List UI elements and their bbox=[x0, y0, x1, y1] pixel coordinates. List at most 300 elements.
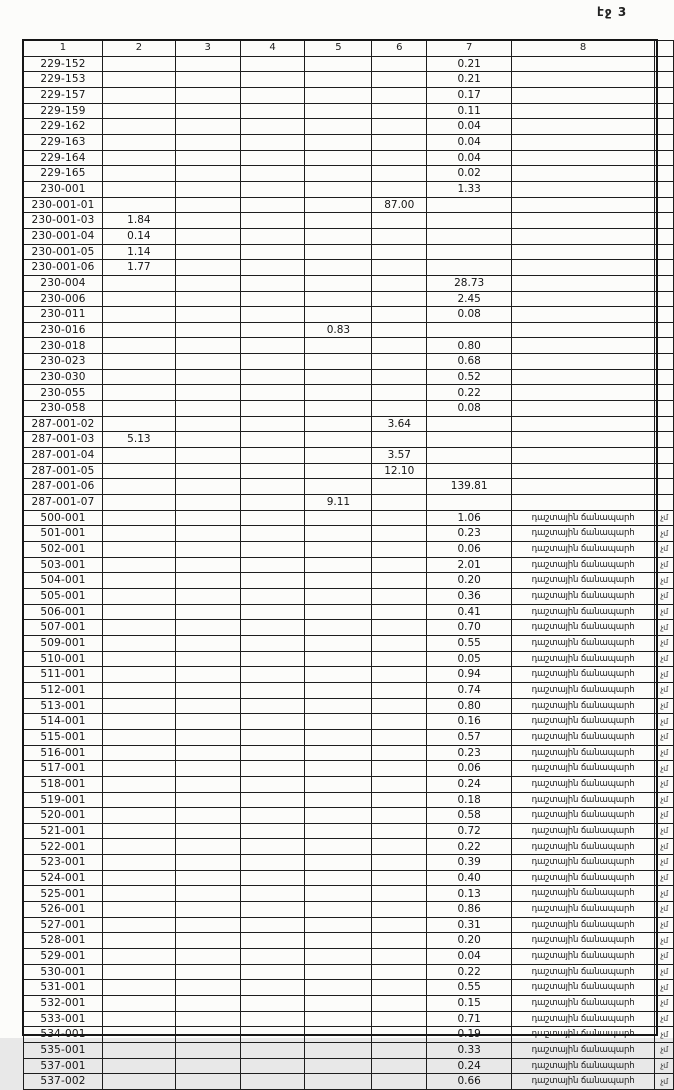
cell-col8 bbox=[512, 448, 655, 464]
cell-col6 bbox=[372, 1011, 427, 1027]
cell-col8 bbox=[512, 338, 655, 354]
edge-text-fragment bbox=[654, 385, 673, 401]
edge-text-fragment: չմ bbox=[654, 886, 673, 902]
table-row bbox=[24, 479, 674, 495]
cell-col7 bbox=[427, 495, 512, 511]
edge-text-fragment bbox=[654, 354, 673, 370]
cell-col3 bbox=[175, 823, 240, 839]
cell-col2 bbox=[102, 980, 175, 996]
cell-col3 bbox=[175, 1027, 240, 1043]
cell-col5 bbox=[305, 1058, 372, 1074]
edge-text-fragment bbox=[654, 119, 673, 135]
table-row bbox=[24, 949, 674, 965]
table-row bbox=[24, 197, 674, 213]
row-code: 516-001 bbox=[24, 745, 103, 761]
row-code: 503-001 bbox=[24, 557, 103, 573]
edge-text-fragment bbox=[654, 416, 673, 432]
cell-col5: 0.83 bbox=[305, 322, 372, 338]
cell-col4 bbox=[240, 886, 305, 902]
cell-col3 bbox=[175, 635, 240, 651]
header-row bbox=[24, 41, 674, 57]
edge-text-fragment bbox=[654, 401, 673, 417]
table-row bbox=[24, 933, 674, 949]
cell-col6 bbox=[372, 823, 427, 839]
cell-col2 bbox=[102, 729, 175, 745]
cell-col6 bbox=[372, 119, 427, 135]
cell-col5: 9.11 bbox=[305, 495, 372, 511]
cell-col5 bbox=[305, 228, 372, 244]
row-code: 514-001 bbox=[24, 714, 103, 730]
cell-col6 bbox=[372, 432, 427, 448]
cell-col4 bbox=[240, 354, 305, 370]
row-code: 501-001 bbox=[24, 526, 103, 542]
table-row bbox=[24, 1027, 674, 1043]
table-row bbox=[24, 745, 674, 761]
cell-col5 bbox=[305, 620, 372, 636]
table-row bbox=[24, 573, 674, 589]
edge-text-fragment: չմ bbox=[654, 1058, 673, 1074]
cell-col6 bbox=[372, 604, 427, 620]
cell-col4 bbox=[240, 714, 305, 730]
cell-col3 bbox=[175, 745, 240, 761]
cell-col8 bbox=[512, 56, 655, 72]
cell-col2 bbox=[102, 322, 175, 338]
cell-col5 bbox=[305, 56, 372, 72]
row-code: 526-001 bbox=[24, 902, 103, 918]
cell-col3 bbox=[175, 714, 240, 730]
cell-col4 bbox=[240, 307, 305, 323]
cell-col5 bbox=[305, 385, 372, 401]
table-row bbox=[24, 338, 674, 354]
edge-text-fragment: չմ bbox=[654, 996, 673, 1012]
edge-text-fragment: չմ bbox=[654, 933, 673, 949]
cell-col2 bbox=[102, 181, 175, 197]
cell-col3 bbox=[175, 557, 240, 573]
row-code: 229-157 bbox=[24, 87, 103, 103]
cell-col2 bbox=[102, 964, 175, 980]
cell-col4 bbox=[240, 463, 305, 479]
table-row bbox=[24, 698, 674, 714]
table-row bbox=[24, 980, 674, 996]
cell-col3 bbox=[175, 620, 240, 636]
edge-text-fragment: չմ bbox=[654, 573, 673, 589]
cell-col5 bbox=[305, 166, 372, 182]
table-row bbox=[24, 166, 674, 182]
table-row bbox=[24, 682, 674, 698]
cell-col5 bbox=[305, 150, 372, 166]
edge-text-fragment: չմ bbox=[654, 651, 673, 667]
cell-col8: դաշտային ճանապարհ bbox=[512, 526, 655, 542]
edge-text-fragment bbox=[654, 338, 673, 354]
cell-col2: 0.14 bbox=[102, 228, 175, 244]
table-row bbox=[24, 604, 674, 620]
cell-col8 bbox=[512, 72, 655, 88]
row-code: 523-001 bbox=[24, 855, 103, 871]
edge-text-fragment bbox=[654, 103, 673, 119]
cell-col4 bbox=[240, 667, 305, 683]
cell-col8 bbox=[512, 275, 655, 291]
cell-col3 bbox=[175, 980, 240, 996]
cell-col8: դաշտային ճանապարհ bbox=[512, 823, 655, 839]
cell-col4 bbox=[240, 933, 305, 949]
cell-col7: 0.58 bbox=[427, 808, 512, 824]
cell-col4 bbox=[240, 761, 305, 777]
cell-col5 bbox=[305, 463, 372, 479]
cell-col2 bbox=[102, 745, 175, 761]
cell-col4 bbox=[240, 1058, 305, 1074]
cell-col4 bbox=[240, 448, 305, 464]
cell-col4 bbox=[240, 213, 305, 229]
edge-text-fragment bbox=[654, 228, 673, 244]
cell-col7: 0.74 bbox=[427, 682, 512, 698]
cell-col7: 0.02 bbox=[427, 166, 512, 182]
cell-col7: 0.13 bbox=[427, 886, 512, 902]
cell-col4 bbox=[240, 682, 305, 698]
cell-col4 bbox=[240, 526, 305, 542]
row-code: 229-153 bbox=[24, 72, 103, 88]
cell-col7 bbox=[427, 213, 512, 229]
cell-col4 bbox=[240, 855, 305, 871]
cell-col7: 0.55 bbox=[427, 980, 512, 996]
cell-col7 bbox=[427, 448, 512, 464]
cell-col2 bbox=[102, 588, 175, 604]
cell-col6 bbox=[372, 1043, 427, 1059]
cell-col3 bbox=[175, 917, 240, 933]
cell-col3 bbox=[175, 996, 240, 1012]
cell-col6 bbox=[372, 228, 427, 244]
table-row bbox=[24, 448, 674, 464]
table-row bbox=[24, 354, 674, 370]
cell-col6 bbox=[372, 542, 427, 558]
cell-col7: 0.22 bbox=[427, 839, 512, 855]
cell-col8: դաշտային ճանապարհ bbox=[512, 917, 655, 933]
cell-col7: 2.45 bbox=[427, 291, 512, 307]
cell-col3 bbox=[175, 307, 240, 323]
cell-col8 bbox=[512, 260, 655, 276]
table-row bbox=[24, 1011, 674, 1027]
edge-text-fragment: չմ bbox=[654, 1043, 673, 1059]
row-code: 229-159 bbox=[24, 103, 103, 119]
edge-text-fragment bbox=[654, 87, 673, 103]
cell-col5 bbox=[305, 714, 372, 730]
edge-text-fragment: չմ bbox=[654, 635, 673, 651]
table-row bbox=[24, 996, 674, 1012]
cell-col4 bbox=[240, 1043, 305, 1059]
cell-col4 bbox=[240, 260, 305, 276]
cell-col8: դաշտային ճանապարհ bbox=[512, 855, 655, 871]
table-row bbox=[24, 870, 674, 886]
cell-col2 bbox=[102, 338, 175, 354]
cell-col6 bbox=[372, 839, 427, 855]
cell-col6 bbox=[372, 870, 427, 886]
cell-col4 bbox=[240, 510, 305, 526]
cell-col2 bbox=[102, 714, 175, 730]
cell-col5 bbox=[305, 307, 372, 323]
column-header-2: 2 bbox=[102, 41, 175, 57]
cell-col4 bbox=[240, 542, 305, 558]
cell-col7: 0.36 bbox=[427, 588, 512, 604]
cell-col4 bbox=[240, 1074, 305, 1090]
cell-col8: դաշտային ճանապարհ bbox=[512, 1074, 655, 1090]
cell-col6 bbox=[372, 479, 427, 495]
cell-col5 bbox=[305, 213, 372, 229]
table-row bbox=[24, 150, 674, 166]
cell-col5 bbox=[305, 1074, 372, 1090]
cell-col6 bbox=[372, 150, 427, 166]
table-row bbox=[24, 56, 674, 72]
cell-col5 bbox=[305, 542, 372, 558]
edge-text-fragment: չմ bbox=[654, 980, 673, 996]
cell-col2 bbox=[102, 651, 175, 667]
cell-col8: դաշտային ճանապարհ bbox=[512, 745, 655, 761]
cell-col4 bbox=[240, 996, 305, 1012]
cell-col6 bbox=[372, 495, 427, 511]
cell-col8: դաշտային ճանապարհ bbox=[512, 651, 655, 667]
table-row bbox=[24, 401, 674, 417]
cell-col6 bbox=[372, 635, 427, 651]
row-code: 230-030 bbox=[24, 369, 103, 385]
cell-col7: 0.06 bbox=[427, 542, 512, 558]
cell-col2 bbox=[102, 682, 175, 698]
cell-col6 bbox=[372, 917, 427, 933]
cell-col5 bbox=[305, 964, 372, 980]
cell-col8 bbox=[512, 291, 655, 307]
row-code: 520-001 bbox=[24, 808, 103, 824]
cell-col4 bbox=[240, 839, 305, 855]
cell-col3 bbox=[175, 588, 240, 604]
cell-col5 bbox=[305, 416, 372, 432]
cell-col3 bbox=[175, 401, 240, 417]
cell-col4 bbox=[240, 964, 305, 980]
cell-col2 bbox=[102, 808, 175, 824]
table-row bbox=[24, 839, 674, 855]
cell-col5 bbox=[305, 354, 372, 370]
cell-col5 bbox=[305, 917, 372, 933]
row-code: 229-165 bbox=[24, 166, 103, 182]
cell-col7 bbox=[427, 463, 512, 479]
column-header-6: 6 bbox=[372, 41, 427, 57]
table-row bbox=[24, 213, 674, 229]
row-code: 505-001 bbox=[24, 588, 103, 604]
cell-col7: 0.20 bbox=[427, 933, 512, 949]
cell-col8 bbox=[512, 369, 655, 385]
edge-text-fragment: չմ bbox=[654, 698, 673, 714]
edge-text-fragment: չմ bbox=[654, 1074, 673, 1090]
cell-col2 bbox=[102, 1058, 175, 1074]
cell-col6 bbox=[372, 291, 427, 307]
cell-col2 bbox=[102, 448, 175, 464]
cell-col5 bbox=[305, 260, 372, 276]
cell-col6 bbox=[372, 682, 427, 698]
cell-col7: 0.15 bbox=[427, 996, 512, 1012]
cell-col6: 3.64 bbox=[372, 416, 427, 432]
edge-text-fragment: չմ bbox=[654, 823, 673, 839]
table-row bbox=[24, 667, 674, 683]
row-code: 504-001 bbox=[24, 573, 103, 589]
cell-col8 bbox=[512, 322, 655, 338]
cell-col4 bbox=[240, 119, 305, 135]
cell-col2 bbox=[102, 855, 175, 871]
edge-text-fragment bbox=[654, 432, 673, 448]
cell-col2 bbox=[102, 604, 175, 620]
cell-col3 bbox=[175, 886, 240, 902]
cell-col5 bbox=[305, 949, 372, 965]
row-code: 518-001 bbox=[24, 776, 103, 792]
cell-col6 bbox=[372, 964, 427, 980]
cell-col6 bbox=[372, 1027, 427, 1043]
cell-col7: 0.71 bbox=[427, 1011, 512, 1027]
cell-col7: 0.04 bbox=[427, 150, 512, 166]
cell-col6 bbox=[372, 886, 427, 902]
cell-col6 bbox=[372, 87, 427, 103]
cell-col4 bbox=[240, 275, 305, 291]
column-header-1: 1 bbox=[24, 41, 103, 57]
cell-col3 bbox=[175, 291, 240, 307]
cell-col7 bbox=[427, 432, 512, 448]
cell-col5 bbox=[305, 1027, 372, 1043]
cell-col7: 0.17 bbox=[427, 87, 512, 103]
edge-text-fragment: չմ bbox=[654, 949, 673, 965]
cell-col7: 28.73 bbox=[427, 275, 512, 291]
cell-col8: դաշտային ճանապարհ bbox=[512, 1043, 655, 1059]
cell-col3 bbox=[175, 72, 240, 88]
edge-text-fragment: չմ bbox=[654, 542, 673, 558]
cell-col2 bbox=[102, 542, 175, 558]
edge-text-fragment: չմ bbox=[654, 557, 673, 573]
row-code: 530-001 bbox=[24, 964, 103, 980]
edge-text-fragment bbox=[654, 150, 673, 166]
cell-col4 bbox=[240, 823, 305, 839]
cell-col2 bbox=[102, 776, 175, 792]
row-code: 230-006 bbox=[24, 291, 103, 307]
cell-col5 bbox=[305, 197, 372, 213]
cell-col7 bbox=[427, 228, 512, 244]
row-code: 230-001-06 bbox=[24, 260, 103, 276]
cell-col3 bbox=[175, 150, 240, 166]
cell-col4 bbox=[240, 729, 305, 745]
cell-col6 bbox=[372, 72, 427, 88]
cell-col2 bbox=[102, 573, 175, 589]
table-row bbox=[24, 134, 674, 150]
table-row bbox=[24, 761, 674, 777]
cell-col5 bbox=[305, 526, 372, 542]
cell-col8 bbox=[512, 416, 655, 432]
cell-col4 bbox=[240, 432, 305, 448]
column-header-3: 3 bbox=[175, 41, 240, 57]
edge-text-fragment bbox=[654, 244, 673, 260]
edge-text-fragment bbox=[654, 260, 673, 276]
row-code: 230-016 bbox=[24, 322, 103, 338]
cell-col6 bbox=[372, 338, 427, 354]
row-code: 229-163 bbox=[24, 134, 103, 150]
table-row bbox=[24, 119, 674, 135]
cell-col6 bbox=[372, 275, 427, 291]
cell-col5 bbox=[305, 134, 372, 150]
cell-col3 bbox=[175, 119, 240, 135]
cell-col7 bbox=[427, 244, 512, 260]
edge-text-fragment: չմ bbox=[654, 761, 673, 777]
cell-col6 bbox=[372, 855, 427, 871]
cell-col8 bbox=[512, 463, 655, 479]
cell-col2: 1.77 bbox=[102, 260, 175, 276]
table-row bbox=[24, 432, 674, 448]
cell-col2 bbox=[102, 1074, 175, 1090]
cell-col5 bbox=[305, 87, 372, 103]
column-header-8: 8 bbox=[512, 41, 655, 57]
row-code: 500-001 bbox=[24, 510, 103, 526]
cell-col7: 0.20 bbox=[427, 573, 512, 589]
cell-col4 bbox=[240, 870, 305, 886]
cell-col2 bbox=[102, 917, 175, 933]
cell-col5 bbox=[305, 808, 372, 824]
cell-col2 bbox=[102, 479, 175, 495]
cell-col3 bbox=[175, 103, 240, 119]
cell-col6 bbox=[372, 902, 427, 918]
table-row bbox=[24, 510, 674, 526]
cell-col6 bbox=[372, 166, 427, 182]
cell-col5 bbox=[305, 823, 372, 839]
cell-col5 bbox=[305, 103, 372, 119]
cell-col7: 1.33 bbox=[427, 181, 512, 197]
row-code: 533-001 bbox=[24, 1011, 103, 1027]
edge-text-fragment: չմ bbox=[654, 682, 673, 698]
table-header-row bbox=[24, 41, 674, 57]
cell-col2 bbox=[102, 166, 175, 182]
cell-col5 bbox=[305, 1043, 372, 1059]
cell-col4 bbox=[240, 745, 305, 761]
cell-col8: դաշտային ճանապարհ bbox=[512, 635, 655, 651]
cell-col6 bbox=[372, 134, 427, 150]
cell-col3 bbox=[175, 776, 240, 792]
cell-col3 bbox=[175, 275, 240, 291]
row-code: 230-001 bbox=[24, 181, 103, 197]
cell-col5 bbox=[305, 980, 372, 996]
cell-col4 bbox=[240, 150, 305, 166]
edge-text-fragment: չմ bbox=[654, 1011, 673, 1027]
cell-col3 bbox=[175, 181, 240, 197]
cell-col3 bbox=[175, 573, 240, 589]
cell-col7: 0.04 bbox=[427, 119, 512, 135]
cell-col8 bbox=[512, 103, 655, 119]
cell-col3 bbox=[175, 1058, 240, 1074]
row-code: 230-001-04 bbox=[24, 228, 103, 244]
table-row bbox=[24, 87, 674, 103]
row-code: 287-001-04 bbox=[24, 448, 103, 464]
cell-col8: դաշտային ճանապարհ bbox=[512, 761, 655, 777]
cell-col7: 139.81 bbox=[427, 479, 512, 495]
cell-col2 bbox=[102, 134, 175, 150]
cell-col5 bbox=[305, 870, 372, 886]
cell-col7: 0.18 bbox=[427, 792, 512, 808]
table-row bbox=[24, 714, 674, 730]
table-row bbox=[24, 1058, 674, 1074]
cell-col8: դաշտային ճանապարհ bbox=[512, 886, 655, 902]
cell-col7: 0.86 bbox=[427, 902, 512, 918]
row-code: 507-001 bbox=[24, 620, 103, 636]
cell-col5 bbox=[305, 432, 372, 448]
cell-col6 bbox=[372, 1058, 427, 1074]
table-row bbox=[24, 72, 674, 88]
cell-col4 bbox=[240, 416, 305, 432]
cell-col7: 0.94 bbox=[427, 667, 512, 683]
cell-col8: դաշտային ճանապարհ bbox=[512, 714, 655, 730]
cell-col2 bbox=[102, 667, 175, 683]
cell-col2 bbox=[102, 1027, 175, 1043]
edge-text-fragment: չմ bbox=[654, 714, 673, 730]
row-code: 230-011 bbox=[24, 307, 103, 323]
cell-col6 bbox=[372, 369, 427, 385]
cell-col3 bbox=[175, 526, 240, 542]
